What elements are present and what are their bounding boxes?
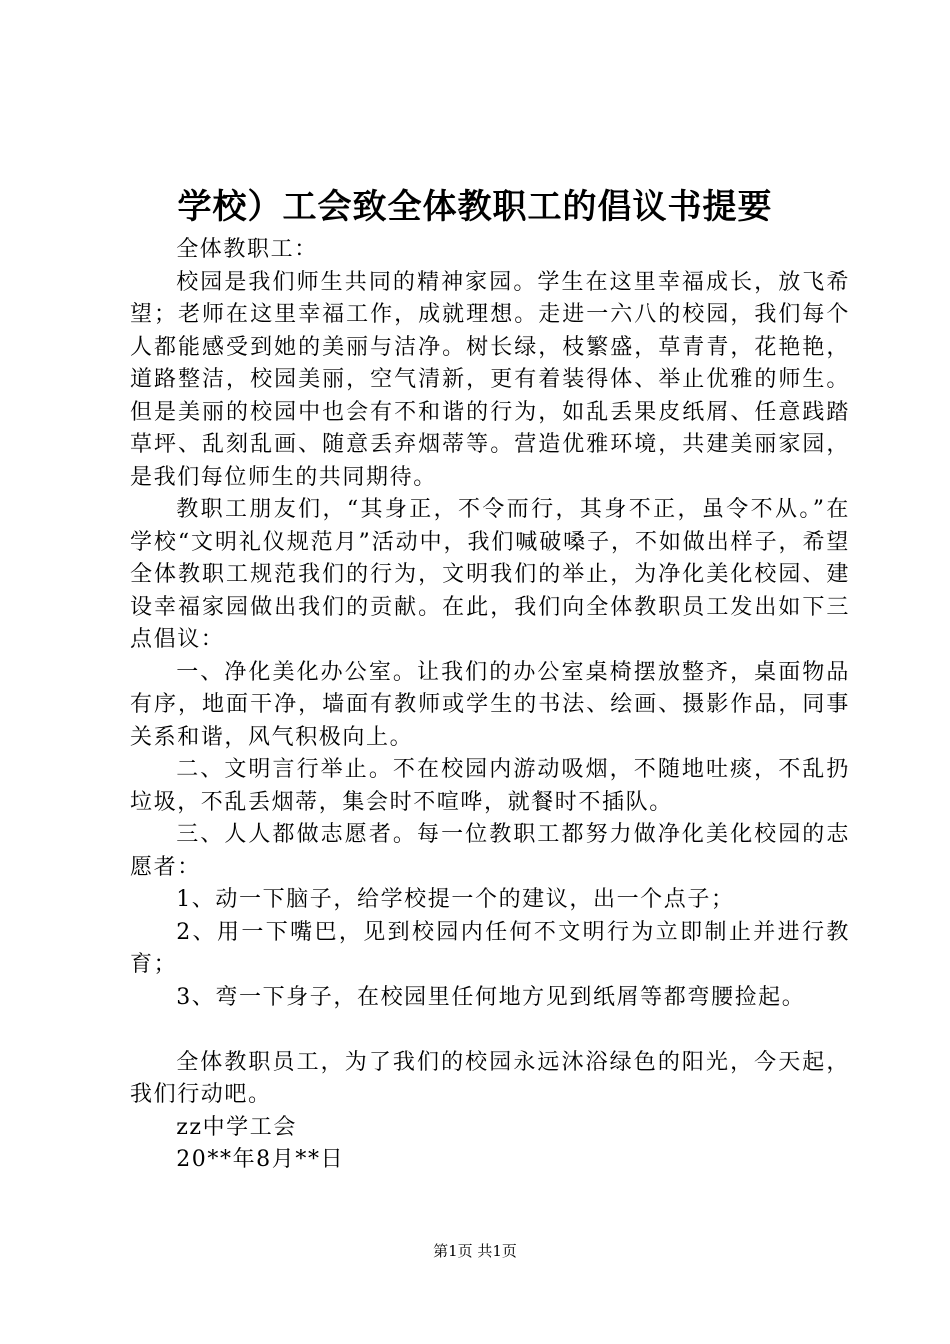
document-title: 学校）工会致全体教职工的倡议书提要	[177, 187, 773, 227]
paragraph-closing: 全体教职员工，为了我们的校园永远沐浴绿色的阳光，今天起，我们行动吧。	[130, 1049, 850, 1107]
paragraph-intro: 校园是我们师生共同的精神家园。学生在这里幸福成长，放飞希望；老师在这里幸福工作，成就理想。走进一六八的校园，我们每个人都能感受到她的美丽与洁净。树长绿，枝繁盛，草青青，花艳艳，道路整洁，校园美丽，空气清新，更有着装得体、举止优雅的师生。但是美丽的校园中也会有不和谐的行为，如乱丢果皮纸屑、任意践踏草坪、乱刻乱画、随意丢弃烟蒂等。营造优雅环境，共建美丽家园，是我们每位师生的共同期待。	[130, 269, 850, 490]
salutation: 全体教职工：	[176, 237, 318, 262]
blank-line	[130, 1014, 850, 1047]
page-footer: 第1页 共1页	[433, 1242, 517, 1260]
document-body	[130, 234, 850, 1177]
sub-item-1: 1、动一下脑子，给学校提一个的建议，出一个点子；	[176, 887, 735, 912]
proposal-one: 一、净化美化办公室。让我们的办公室桌椅摆放整齐，桌面物品有序，地面干净，墙面有教师或学生的书法、绘画、摄影作品，同事关系和谐，风气积极向上。	[130, 659, 850, 750]
sub-item-3: 3、弯一下身子，在校园里任何地方见到纸屑等都弯腰捡起。	[176, 984, 806, 1010]
sub-item-2: 2、用一下嘴巴，见到校园内任何不文明行为立即制止并进行教育；	[130, 919, 850, 977]
proposal-three: 三、人人都做志愿者。每一位教职工都努力做净化美化校园的志愿者：	[130, 822, 850, 880]
paragraph-appeal: 教职工朋友们，“其身正，不令而行，其身不正，虽令不从。”在学校“文明礼仪规范月”活动中，我们喊破嗓子，不如做出样子，希望全体教职工规范我们的行为，文明我们的举止，为净化美化校园、建设幸福家园做出我们的贡献。在此，我们向全体教职员工发出如下三点倡议：	[130, 497, 850, 652]
signature-date: 20**年8月**日	[176, 1147, 345, 1172]
proposal-two: 二、文明言行举止。不在校园内游动吸烟，不随地吐痰，不乱扔垃圾，不乱丢烟蒂，集会时不喧哗，就餐时不插队。	[130, 757, 850, 815]
signature-org: zz中学工会	[176, 1114, 297, 1140]
